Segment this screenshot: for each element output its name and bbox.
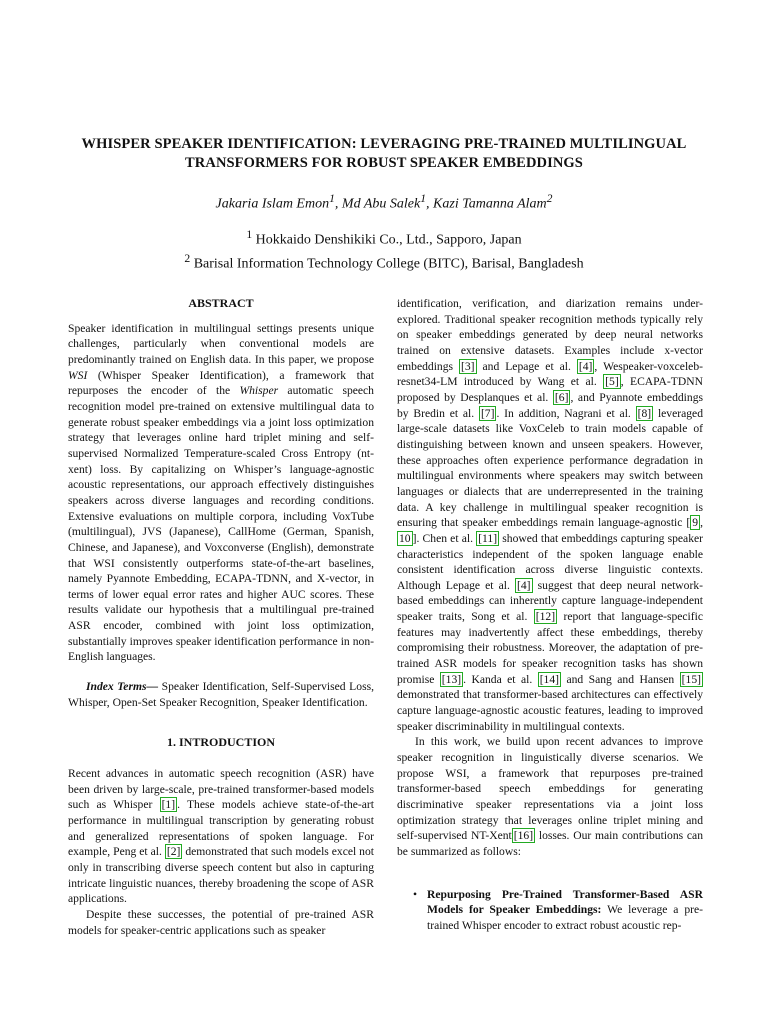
contributions-list — [397, 887, 703, 934]
paper-title — [40, 135, 728, 173]
citation-link[interactable]: [16] — [513, 829, 534, 843]
list-item — [413, 887, 703, 934]
author-1: Jakaria Islam Emon — [215, 196, 330, 212]
author-2-affil: 1 — [420, 192, 427, 205]
bullet-icon: • — [413, 887, 418, 901]
body-text: leveraged large-scale datasets like VoxCeleb to train models capable of distinguishing between known and unseen speakers. However, these approaches often experience performance degradation in multilingual environments where speakers may switch between languages or dialects that are underrepresented in the training data. A key challenge in multilingual speaker recognition is ensuring that speaker embeddings remain language-agnostic [ — [397, 406, 703, 530]
body-text: , ECAPA-TDNN proposed by Desplanques et al. — [397, 375, 703, 404]
intro-text-1: Recent advances in automatic speech recognition (ASR) have been driven by large-scale, pre-trained transformer-based models such as Whisper — [68, 767, 374, 812]
index-terms-text: Speaker Identification, Self-Supervised Loss, Whisper, Open-Set Speaker Recognition, Speaker Identification. — [68, 680, 374, 709]
author-3: Kazi Tamanna Alam — [433, 196, 547, 212]
body-text: losses. Our main contributions can be summarized as follows: — [397, 829, 704, 858]
author-2: Md Abu Salek — [341, 196, 421, 212]
contribution-text: We leverage a pre-trained Whisper encoder to extract robust acoustic rep- — [427, 903, 703, 932]
body-text: showed that embeddings capturing speaker characteristics independent of the spoken language enable consistent identification across diverse linguistic contexts. Although Lepage et al. — [397, 531, 703, 592]
introduction-heading: 1. INTRODUCTION — [166, 735, 275, 750]
abstract-text-3: automatic speech recognition model pre-trained on extensive multilingual data to generate robust speaker embeddings via a joint loss optimization strategy that leverages online hard triplet mining and self-supervised Normalized Temperature-scaled Cross Entropy (nt-xent) loss. By capitalizing on Whisper’s language-agnostic acoustic representations, our approach effectively distinguishes speakers across diverse languages and recording conditions. Extensive evaluations on multiple corpora, including VoxTube (multilingual), JVS (Japanese), CallHome (German, Spanish, Chinese, and Japanese), and Voxconverse (English), demonstrate that WSI consistently outperforms state-of-the-art baselines, namely Pyannote Embedding, ECAPA-TDNN, and X-vector, in terms of lower equal error rates and higher AUC scores. These results validate our hypothesis that a multilingual pre-trained ASR encoder, combined with joint loss optimization, substantially improves speaker identification performance in non-English languages. — [68, 384, 374, 664]
citation-link[interactable]: [5] — [605, 375, 619, 389]
abstract-body — [68, 321, 374, 665]
body-text: suggest that deep neural network-based embeddings can inherently capture language-independent speaker traits, Song et al. — [397, 578, 703, 624]
affiliation-1-text: Hokkaido Denshikiki Co., Ltd., Sapporo, Japan — [252, 232, 522, 248]
body-text: and Sang and Hansen — [561, 672, 680, 686]
contribution-title: Repurposing Pre-Trained Transformer-Based ASR Models for Speaker Embeddings: — [427, 887, 703, 917]
abstract-text-1: Speaker identification in multilingual settings presents unique challenges, particularly when conventional models are predominantly trained on English data. In this paper, we propose — [68, 321, 374, 366]
citation-link[interactable]: [7] — [480, 406, 495, 420]
citation-link[interactable]: [15] — [681, 672, 701, 686]
citation-link[interactable]: [1] — [161, 798, 176, 812]
abstract-whisper: Whisper — [239, 384, 279, 398]
body-text: identification, verification, and diarization remains under-explored. Traditional speaker recognition methods typically rely on speaker embeddings generated by deep neural networks trained on extensive datasets. Examples include x-vector embeddings — [397, 297, 703, 373]
author-3-affil: 2 — [546, 192, 553, 205]
affiliations — [0, 226, 768, 273]
index-terms-label: Index Terms— — [86, 680, 159, 694]
intro-paragraph-3 — [397, 296, 703, 734]
abstract-heading: ABSTRACT — [188, 296, 254, 310]
author-separator: , — [426, 196, 434, 212]
abstract-text-2: (Whisper Speaker Identification), a framework that repurposes the encoder of the — [68, 368, 374, 398]
citation-link[interactable]: [4] — [517, 578, 531, 592]
body-text: report that language-specific features may inadvertently affect these embeddings, thereby compromising their robustness. Moreover, the adaptation of pre-trained ASR models for speaker recognition tasks has shown promise — [397, 610, 703, 686]
body-text: ]. Chen et al. — [412, 531, 477, 545]
citation-link[interactable]: [8] — [637, 406, 652, 420]
citation-link[interactable]: 10 — [399, 531, 411, 545]
affiliation-2-text: Barisal Information Technology College (BITC), Barisal, Bangladesh — [190, 256, 584, 272]
author-separator: , — [334, 196, 342, 212]
citation-link[interactable]: 9 — [692, 516, 699, 530]
affiliation-1 — [0, 226, 768, 250]
citation-link[interactable]: [11] — [478, 531, 498, 545]
body-text: . Kanda et al. — [463, 672, 538, 686]
citation-link[interactable]: [2] — [166, 845, 181, 859]
citation-link[interactable]: [3] — [461, 359, 475, 373]
body-text: , and Pyannote embeddings by Bredin et al. — [397, 390, 704, 420]
body-text: . In addition, Nagrani et al. — [496, 406, 636, 420]
citation-link[interactable]: [12] — [535, 610, 556, 624]
right-column — [397, 296, 703, 934]
left-column — [68, 296, 374, 938]
body-text: In this work, we build upon recent advances to improve speaker recognition in linguistically diverse scenarios. We propose WSI, a framework that repurposes pre-trained transformer-based speech embeddings for generating discriminative speaker representations via a joint loss optimization strategy that leverages online triplet mining and self-supervised NT-Xent — [397, 735, 703, 843]
title-line-2: TRANSFORMERS FOR ROBUST SPEAKER EMBEDDINGS — [185, 155, 583, 171]
affiliation-2 — [0, 250, 768, 274]
affiliation-1-marker: 1 — [246, 228, 253, 241]
author-list — [0, 190, 768, 214]
body-text: demonstrated that transformer-based architectures can effectively capture language-agnostic acoustic features, leading to improved speaker discriminability in multilingual contexts. — [397, 688, 703, 733]
index-terms — [68, 679, 374, 710]
abstract-wsi: WSI — [68, 368, 88, 382]
author-1-affil: 1 — [329, 192, 335, 205]
intro-text-3: demonstrated that such models excel not only in transcribing diverse speech content but also in capturing intricate linguistic nuances, thereby broadening the scope of ASR applications. — [68, 845, 374, 906]
citation-link[interactable]: [13] — [441, 672, 462, 686]
citation-link[interactable]: [4] — [578, 359, 593, 373]
affiliation-2-marker: 2 — [184, 251, 191, 265]
intro-paragraph-2: Despite these successes, the potential of pre-trained ASR models for speaker-centric applications such as speaker — [68, 907, 374, 937]
citation-link[interactable]: [14] — [539, 672, 560, 686]
citation-link[interactable]: [6] — [554, 390, 569, 404]
body-text: , Wespeaker-voxceleb-resnet34-LM introduced by Wang et al. — [397, 359, 703, 389]
body-text: , — [700, 516, 703, 530]
intro-paragraph-1 — [68, 766, 374, 907]
intro-paragraph-4 — [397, 734, 703, 859]
body-text: and Lepage et al. — [476, 359, 577, 373]
intro-text-2: . These models achieve state-of-the-art performance in multilingual transcription by generating robust and generalized representations of spoken language. For example, Peng et al. — [68, 798, 375, 859]
title-line-1: WHISPER SPEAKER IDENTIFICATION: LEVERAGING PRE-TRAINED MULTILINGUAL — [81, 136, 687, 152]
